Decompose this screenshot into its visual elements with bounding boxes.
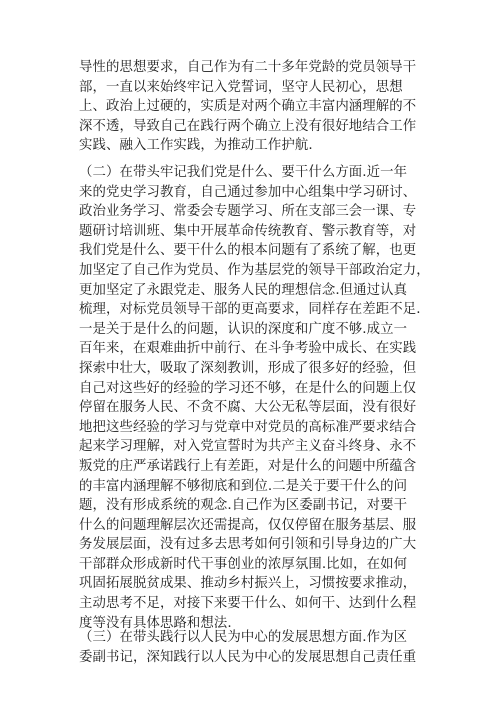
text-line: 地把这些经验的学习与党章中对党员的高标准严要求结合 xyxy=(79,419,417,435)
text-line: 起来学习理解，对入党宣誓时为共产主义奋斗终身、永不 xyxy=(79,439,417,455)
text-line: 一是关于是什么的问题，认识的深度和广度不够.成立一 xyxy=(79,321,408,337)
paragraph-section-three xyxy=(79,628,425,667)
text-line: 停留在服务人民、不贪不腐、大公无私等层面，没有很好 xyxy=(79,400,417,416)
text-line: 叛党的庄严承诺践行上有差距，对是什么的问题中所蕴含 xyxy=(79,458,417,474)
text-line: 度等没有具体思路和想法. xyxy=(79,615,232,631)
text-line: 务发展层面，没有过多去思考如何引领和引导身边的广大 xyxy=(79,537,417,553)
text-line: 题，没有形成系统的观念.自己作为区委副书记，对要干 xyxy=(79,498,408,514)
text-line: 的丰富内涵理解不够彻底和到位.二是关于要干什么的问 xyxy=(79,478,408,494)
text-line: 梳理，对标党员领导干部的更高要求，同样存在差距不足. xyxy=(79,302,421,318)
text-line: 政治业务学习、常委会专题学习、所在支部三会一课、专 xyxy=(79,204,417,220)
text-line: 加坚定了自己作为党员、作为基层党的领导干部政治定力， xyxy=(79,262,430,278)
text-line: 什么的问题理解层次还需提高，仅仅停留在服务基层、服 xyxy=(79,517,417,533)
text-line: 部，一直以来始终牢记入党誓词，坚守人民初心，思想 xyxy=(79,79,403,95)
text-line: 探索中壮大，吸取了深刻教训，形成了很多好的经验，但 xyxy=(79,360,417,376)
text-line: 导性的思想要求，自己作为有二十多年党龄的党员领导干 xyxy=(79,60,417,75)
text-line: 更加坚定了永跟党走、服务人民的理想信念.但通过认真 xyxy=(79,282,408,298)
paragraph-section-two xyxy=(79,163,430,633)
text-line: 上、政治上过硬的，实质是对两个确立丰富内涵理解的不 xyxy=(79,99,417,115)
text-line: 深不透，导致自己在践行两个确立上没有很好地结合工作 xyxy=(79,118,417,134)
text-line: 主动思考不足，对接下来要干什么、如何干、达到什么程 xyxy=(79,596,417,612)
text-line: 题研讨培训班、集中开展革命传统教育、警示教育等，对 xyxy=(79,223,417,239)
text-line: 来的党史学习教育，自己通过参加中心组集中学习研讨、 xyxy=(79,184,417,200)
text-line: 百年来，在艰难曲折中前行、在斗争考验中成长、在实践 xyxy=(79,341,417,357)
text-line: 我们党是什么、要干什么的根本问题有了系统了解，也更 xyxy=(79,243,417,259)
paragraph-political-awareness xyxy=(79,58,425,156)
text-line: 巩固拓展脱贫成果、推动乡村振兴上，习惯按要求推动， xyxy=(79,576,417,592)
text-line: 干部群众形成新时代干事创业的浓厚氛围.比如，在如何 xyxy=(79,556,408,572)
section-heading-line: （三）在带头践行以人民为中心的发展思想方面.作为区 xyxy=(79,630,408,645)
section-heading-line: （二）在带头牢记我们党是什么、要干什么方面.近一年 xyxy=(79,165,408,180)
text-line: 自己对这些好的经验的学习还不够，在是什么的问题上仅 xyxy=(79,380,417,396)
text-line: 委副书记，深知践行以人民为中心的发展思想自己责任重 xyxy=(79,649,417,665)
text-line: 实践、融入工作实践，为推动工作护航. xyxy=(79,138,313,154)
